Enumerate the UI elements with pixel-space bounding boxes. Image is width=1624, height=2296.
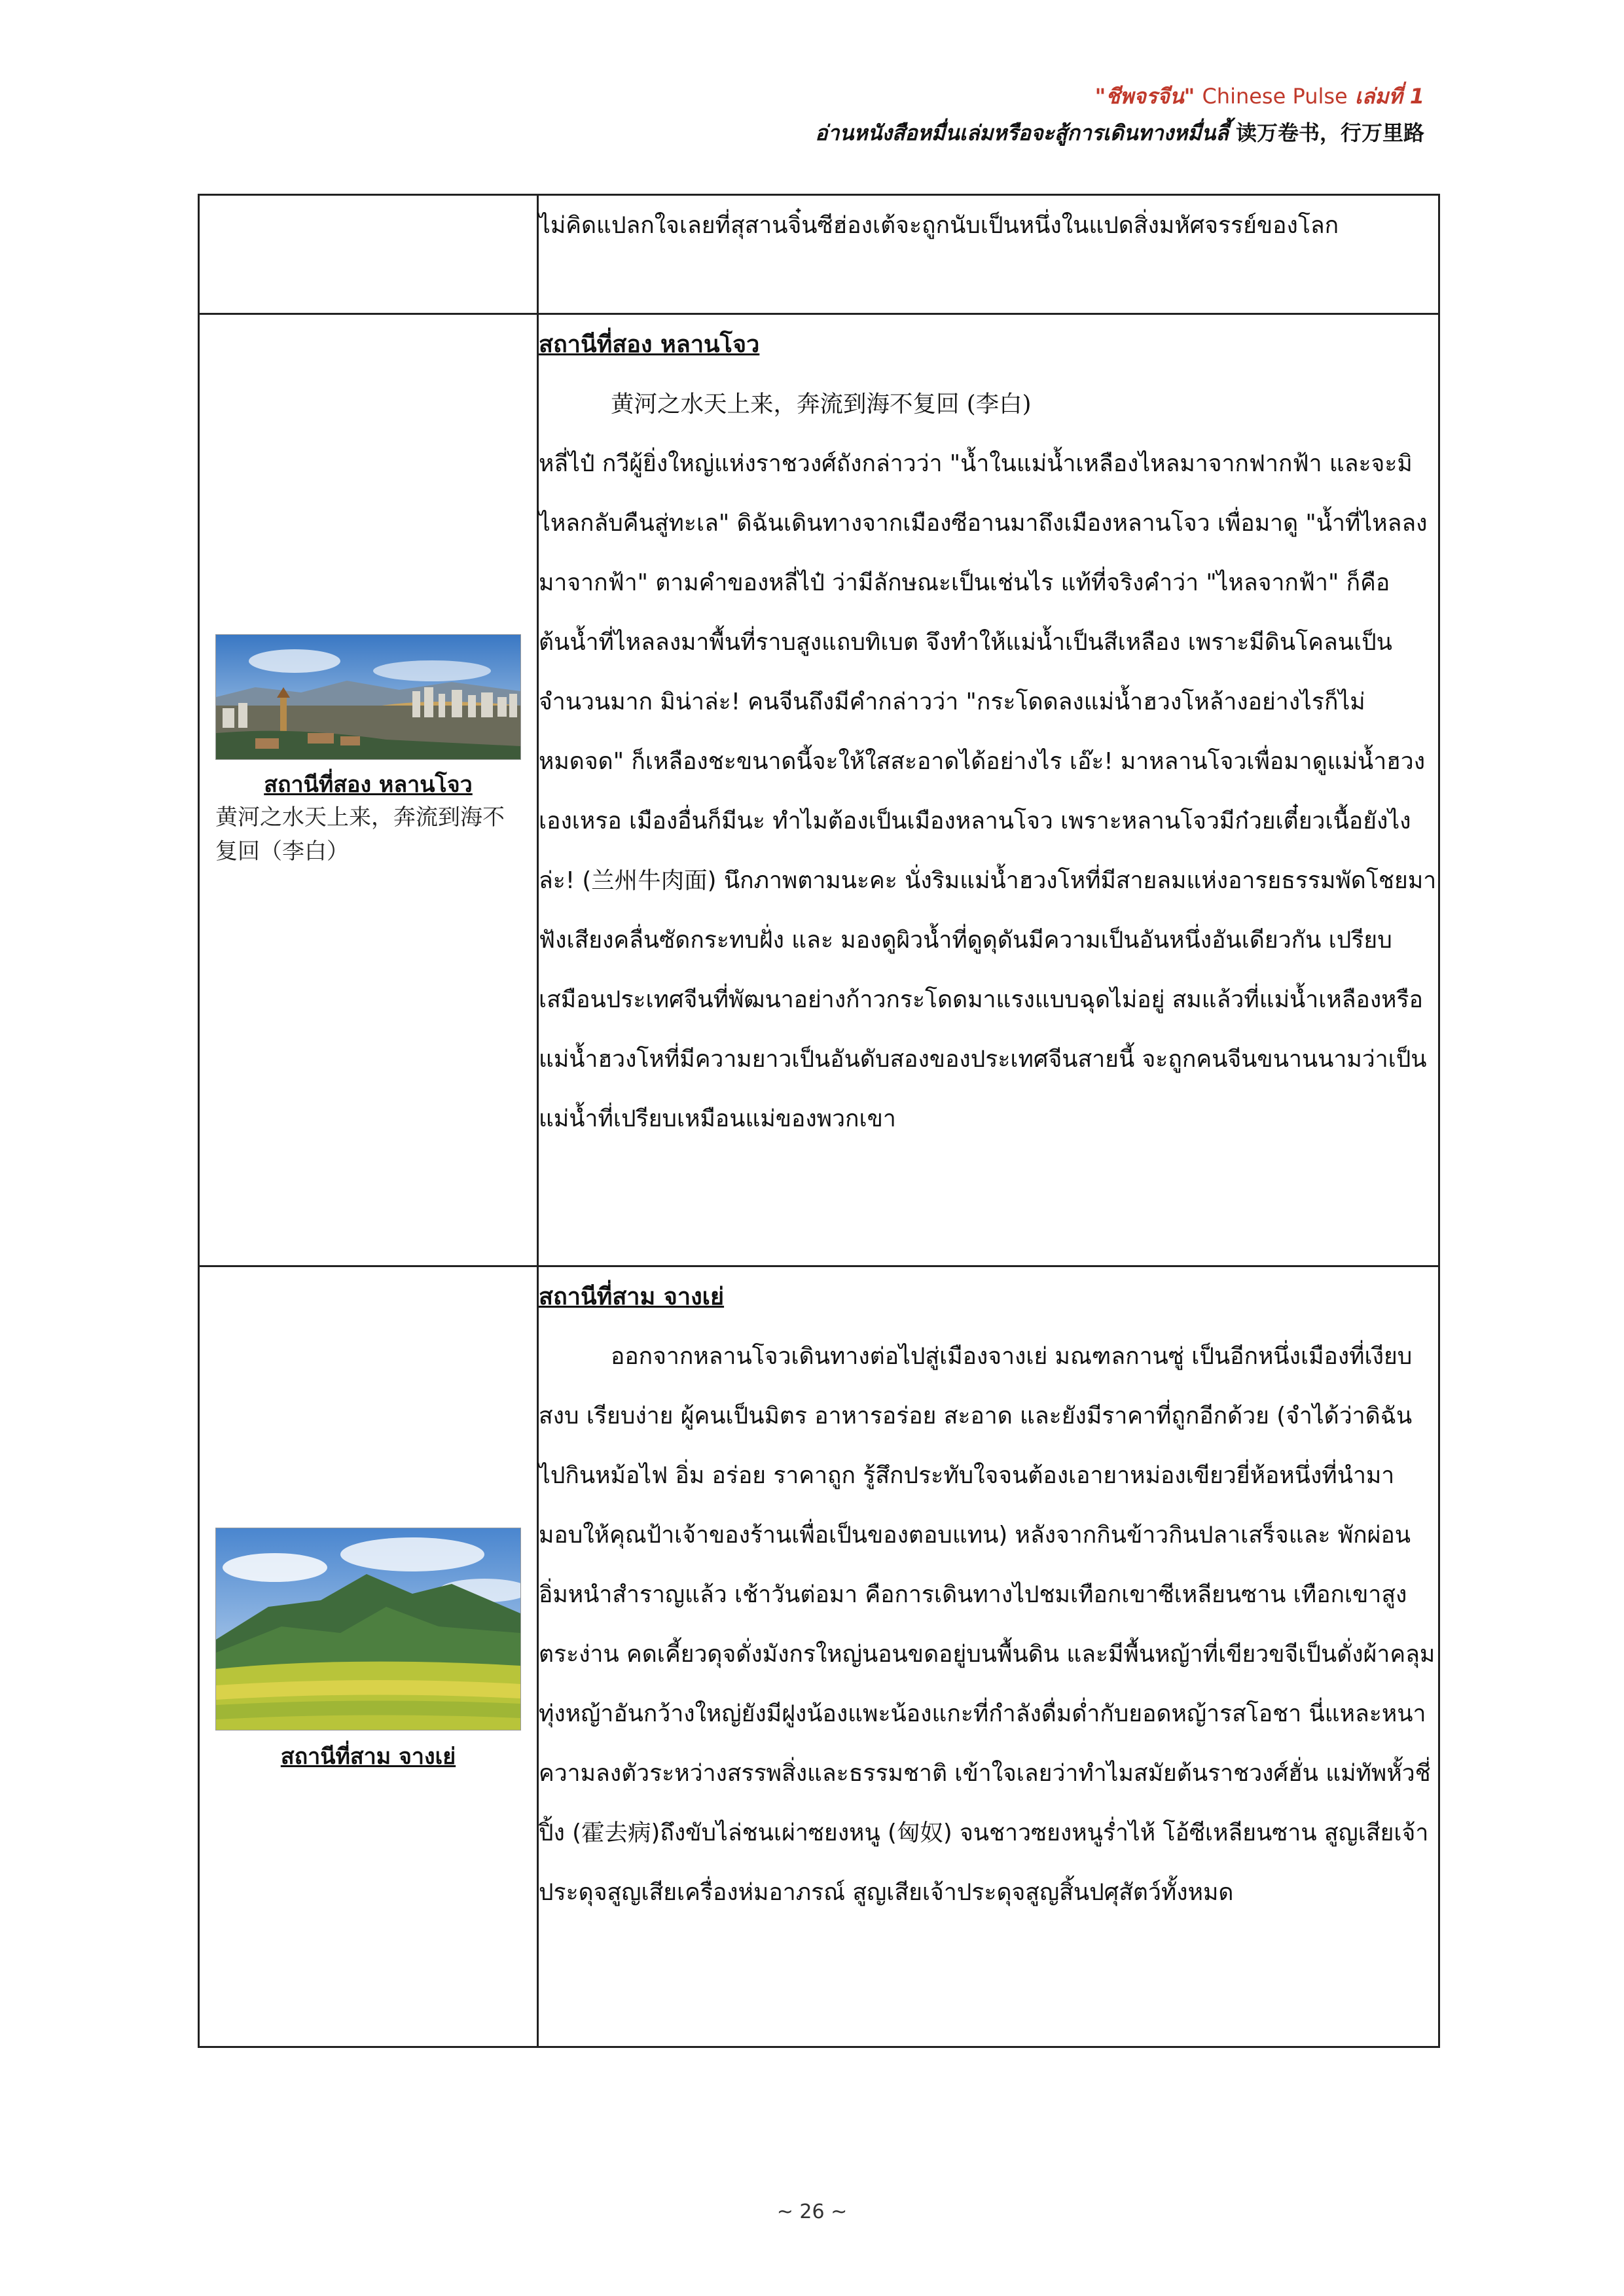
- lanzhou-photo-subcaption: 黄河之水天上来，奔流到海不复回（李白）: [215, 804, 505, 865]
- lanzhou-photo-caption: สถานีที่สอง หลานโจว: [264, 772, 473, 798]
- image-cell-empty: [199, 195, 538, 314]
- zhangye-photo-caption: สถานีที่สาม จางเย่: [280, 1744, 456, 1770]
- image-cell-lanzhou: [199, 314, 538, 1266]
- text-cell: [538, 195, 1439, 314]
- table-row-zhangye: [199, 1266, 1439, 2047]
- series-header: [1095, 80, 1424, 113]
- motto-thai: อ่านหนังสือหมื่นเล่มหรือจะสู้การเดินทางหมื่นลี้: [815, 120, 1229, 145]
- series-english-name: Chinese Pulse: [1202, 84, 1348, 109]
- table-row-lanzhou: [199, 314, 1439, 1266]
- zhangye-body-text: ออกจากหลานโจวเดินทางต่อไปสู่เมืองจางเย่ มณฑลกานซู่ เป็นอีกหนึ่งเมืองที่เงียบสงบ เรียบง่าย ผู้คนเป็นมิตร อาหารอร่อย สะอาด และยังมีราคาที่ถูกอีกด้วย (จำได้ว่าดิฉันไปกินหม้อไฟ อิ่ม อร่อย ราคาถูก รู้สึกประทับใจจนต้องเอายาหม่องเขียวยี่ห้อหนึ่งที่นำมามอบให้คุณป้าเจ้าของร้านเพื่อเป็นของตอบแทน) หลังจากกินข้าวกินปลาเสร็จและ พักผ่อนอิ่มหนำสำราญแล้ว เช้าวันต่อมา คือการเดินทางไปชมเทือกเขาซีเหลียนซาน เทือกเขาสูงตระง่าน คดเคี้ยวดุจดั่งมังกรใหญ่นอนขดอยู่บนพื้นดิน และมีพื้นหญ้าที่เขียวขจีเป็นดั่งผ้าคลุม ทุ่งหญ้าอันกว้างใหญ่ยังมีฝูงน้องแพะน้องแกะที่กำลังดื่มด่ำกับยอดหญ้ารสโอชา นี่แหละหนาความลงตัวระหว่างสรรพสิ่งและธรรมชาติ เข้าใจเลยว่าทำไมสมัยต้นราชวงศ์ฮั่น แม่ทัพหั้วชี่ปิ้ง (霍去病)ถึงขับไล่ชนเผ่าซยงหนู (匈奴) จนชาวซยงหนูร่ำไห้ โอ้ซีเหลียนซาน สูญเสียเจ้าประดุจสูญเสียเครื่องห่มอาภรณ์ สูญเสียเจ้าประดุจสูญสิ้นปศุสัตว์ทั้งหมด: [539, 1343, 1443, 1906]
- table-row-continuation: [199, 195, 1439, 314]
- text-cell: [538, 1266, 1443, 2047]
- series-title: "ชีพจรจีน": [1094, 84, 1195, 109]
- image-cell-zhangye: [199, 1266, 538, 2047]
- motto-header: [815, 117, 1424, 150]
- lanzhou-city-photo: [215, 634, 521, 760]
- lanzhou-body-text: หลี่ไป๋ กวีผู้ยิ่งใหญ่แห่งราชวงศ์ถังกล่าวว่า "น้ำในแม่น้ำเหลืองไหลมาจากฟากฟ้า และจะมิไหลกลับคืนสู่ทะเล" ดิฉันเดินทางจากเมืองซีอานมาถึงเมืองหลานโจว เพื่อมาดู "น้ำที่ไหลลงมาจากฟ้า" ตามคำของหลี่ไป๋ ว่ามีลักษณะเป็นเช่นไร แท้ที่จริงคำว่า "ไหลจากฟ้า" ก็คือต้นน้ำที่ไหลลงมาพื้นที่ราบสูงแถบทิเบต จึงทำให้แม่น้ำเป็นสีเหลือง เพราะมีดินโคลนเป็นจำนวนมาก มิน่าล่ะ! คนจีนถึงมีคำกล่าวว่า "กระโดดลงแม่น้ำฮวงโหล้างอย่างไรก็ไม่หมดจด" ก็เหลืองชะขนาดนี้จะให้ใสสะอาดได้อย่างไร เอ๊ะ! มาหลานโจวเพื่อมาดูแม่น้ำฮวงเองเหรอ เมืองอื่นก็มีนะ ทำไมต้องเป็นเมืองหลานโจว เพราะหลานโจวมีก๋วยเตี๋ยวเนื้อยังไงล่ะ! (兰州牛肉面) นึกภาพตามนะคะ นั่งริมแม่น้ำฮวงโหที่มีสายลมแห่งอารยธรรมพัดโชยมา ฟังเสียงคลื่นซัดกระทบฝั่ง และ มองดูผิวน้ำที่ดูดุดันมีความเป็นอันหนึ่งอันเดียวกัน เปรียบเสมือนประเทศจีนที่พัฒนาอย่างก้าวกระโดดมาแรงแบบฉุดไม่อยู่ สมแล้วที่แม่น้ำเหลืองหรือแม่น้ำฮวงโหที่มีความยาวเป็นอันดับสองของประเทศจีนสายนี้ จะถูกคนจีนขนานนามว่าเป็นแม่น้ำที่เปรียบเหมือนแม่ของพวกเขา: [539, 450, 1444, 1132]
- section-title-lanzhou: สถานีที่สอง หลานโจว: [539, 331, 760, 358]
- volume-label: เล่มที่ 1: [1354, 84, 1424, 109]
- page-number: ~ 26 ~: [776, 2200, 848, 2223]
- text-cell: [538, 314, 1444, 1266]
- section-title-zhangye: สถานีที่สาม จางเย่: [539, 1283, 725, 1310]
- content-table: [198, 194, 1444, 2048]
- continuation-text: ไม่คิดแปลกใจเลยที่สุสานจิ๋นซีฮ่องเต้จะถูกนับเป็นหนึ่งในแปดสิ่งมหัศจรรย์ของโลก: [539, 212, 1339, 239]
- zhangye-landscape-photo: [215, 1528, 521, 1731]
- motto-chinese: 读万卷书，行万里路: [1235, 120, 1424, 145]
- li-bai-poem: 黄河之水天上来，奔流到海不复回 (李白): [611, 391, 1032, 418]
